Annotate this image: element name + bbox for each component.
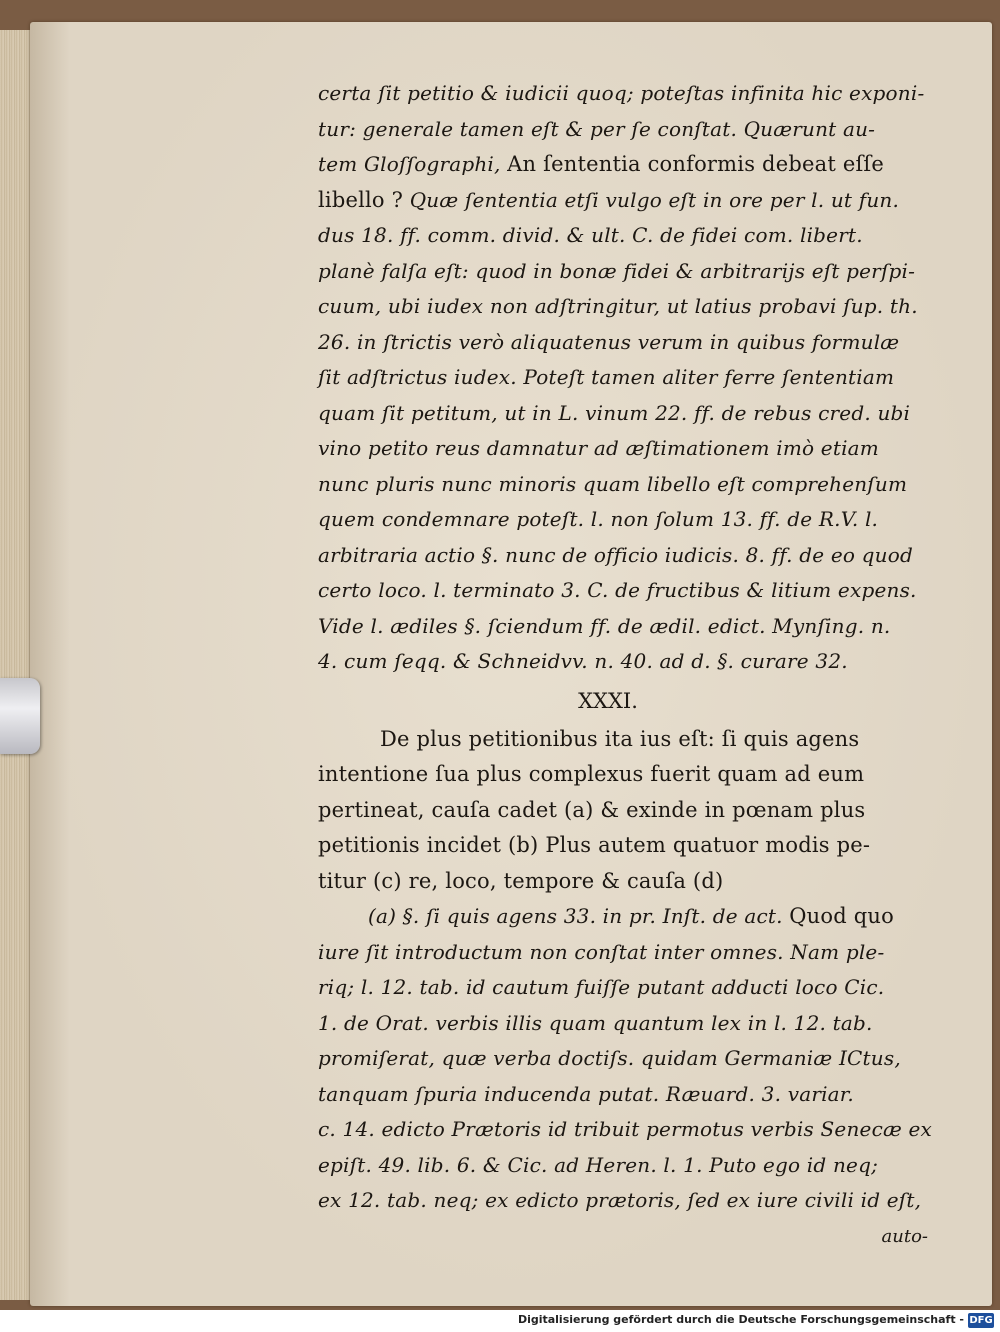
text-line	[318, 183, 938, 219]
page-text	[318, 76, 938, 1254]
bookmark-clip	[0, 678, 40, 754]
text-span: tem Gloſſographi,	[318, 152, 501, 176]
text-line: certo loco. l. terminato 3. C. de fructibus & litium expens.	[318, 578, 917, 602]
text-line: vino petito reus damnatur ad æſtimationem imò etiam	[318, 436, 879, 460]
question-heading: An ſententia conformis debeat eſſe	[507, 152, 885, 176]
text-line: intentione ſua plus complexus fuerit quam ad eum	[318, 762, 865, 786]
footnote-a-roman: Quod quo	[789, 904, 894, 928]
text-line: De plus petitionibus ita ius eſt: ſi quis agens	[380, 726, 860, 751]
text-line: nunc pluris nunc minoris quam libello eſt comprehenſum	[318, 471, 908, 496]
section-heading: XXXI.	[578, 688, 638, 713]
text-line: planè falſa eſt: quod in bonæ fidei & arbitrarijs eſt perſpi-	[318, 258, 916, 283]
text-line: 26. in ſtrictis verò aliquatenus verum in quibus formulæ	[318, 329, 900, 354]
footnote-a-lead: (a) §. ſi quis agens 33. in pr. Inſt. de act.	[368, 904, 783, 928]
footnote-line: iure ſit introductum non conſtat inter omnes. Nam ple-	[318, 939, 885, 964]
footnote-line: riq; l. 12. tab. id cautum fuiſſe putant adducti loco Cic.	[318, 975, 885, 999]
footer-bar	[0, 1310, 1000, 1332]
text-line	[318, 147, 938, 183]
text-line: Vide l. ædiles §. ſciendum ff. de ædil. edict. Mynſing. n.	[318, 613, 891, 638]
text-line: arbitraria actio §. nunc de officio iudicis. 8. ff. de eo quod	[318, 542, 914, 567]
text-line: certa ſit petitio & iudicii quoq; poteſtas infinita hic exponi-	[318, 81, 925, 105]
text-line: pertineat, cauſa cadet (a) & exinde in pœnam plus	[318, 797, 866, 822]
footnote-line: ex 12. tab. neq; ex edicto prætoris, ſed ex iure civili id eſt,	[318, 1188, 922, 1212]
text-line: 4. cum ſeqq. & Schneidvv. n. 40. ad d. §. curare 32.	[318, 649, 848, 673]
text-line: dus 18. ff. comm. divid. & ult. C. de fidei com. libert.	[318, 223, 863, 247]
text-line: quam ſit petitum, ut in L. vinum 22. ff. de rebus cred. ubi	[318, 400, 911, 425]
footnote-line: epiſt. 49. lib. 6. & Cic. ad Heren. l. 1. Puto ego id neq;	[318, 1152, 879, 1177]
footnote-line: c. 14. edicto Prætoris id tribuit permotus verbis Senecæ ex	[318, 1117, 933, 1141]
footnote-line	[318, 899, 938, 935]
text-line: quem condemnare poteſt. l. non ſolum 13. ff. de R.V. l.	[318, 507, 879, 531]
funding-note: Digitalisierung gefördert durch die Deutsche Forschungsgemeinschaft -	[517, 1313, 964, 1326]
footnote-line: promiſerat, quæ verba doctiſs. quidam Germaniæ ICtus,	[318, 1046, 901, 1070]
dfg-logo[interactable]: DFG	[969, 1315, 993, 1326]
text-line: titur (c) re, loco, tempore & cauſa (d)	[318, 868, 724, 893]
text-line: cuum, ubi iudex non adſtringitur, ut latius probavi ſup. th.	[318, 294, 918, 318]
text-span: Quæ ſententia etſi vulgo eſt in ore per l. ut fun.	[409, 187, 900, 212]
text-line: ſit adſtrictus iudex. Poteſt tamen aliter ferre ſententiam	[318, 365, 895, 389]
text-line: petitionis incidet (b) Plus autem quatuor modis pe-	[318, 833, 871, 857]
question-heading-end: libello ?	[318, 187, 404, 212]
footnote-line: 1. de Orat. verbis illis quam quantum lex in l. 12. tab.	[318, 1010, 873, 1035]
footnote-line: tanquam ſpuria inducenda putat. Ræuard. 3. variar.	[318, 1081, 854, 1106]
catchword: auto-	[881, 1225, 928, 1247]
text-line: tur: generale tamen eſt & per ſe conſtat. Quærunt au-	[318, 116, 876, 141]
